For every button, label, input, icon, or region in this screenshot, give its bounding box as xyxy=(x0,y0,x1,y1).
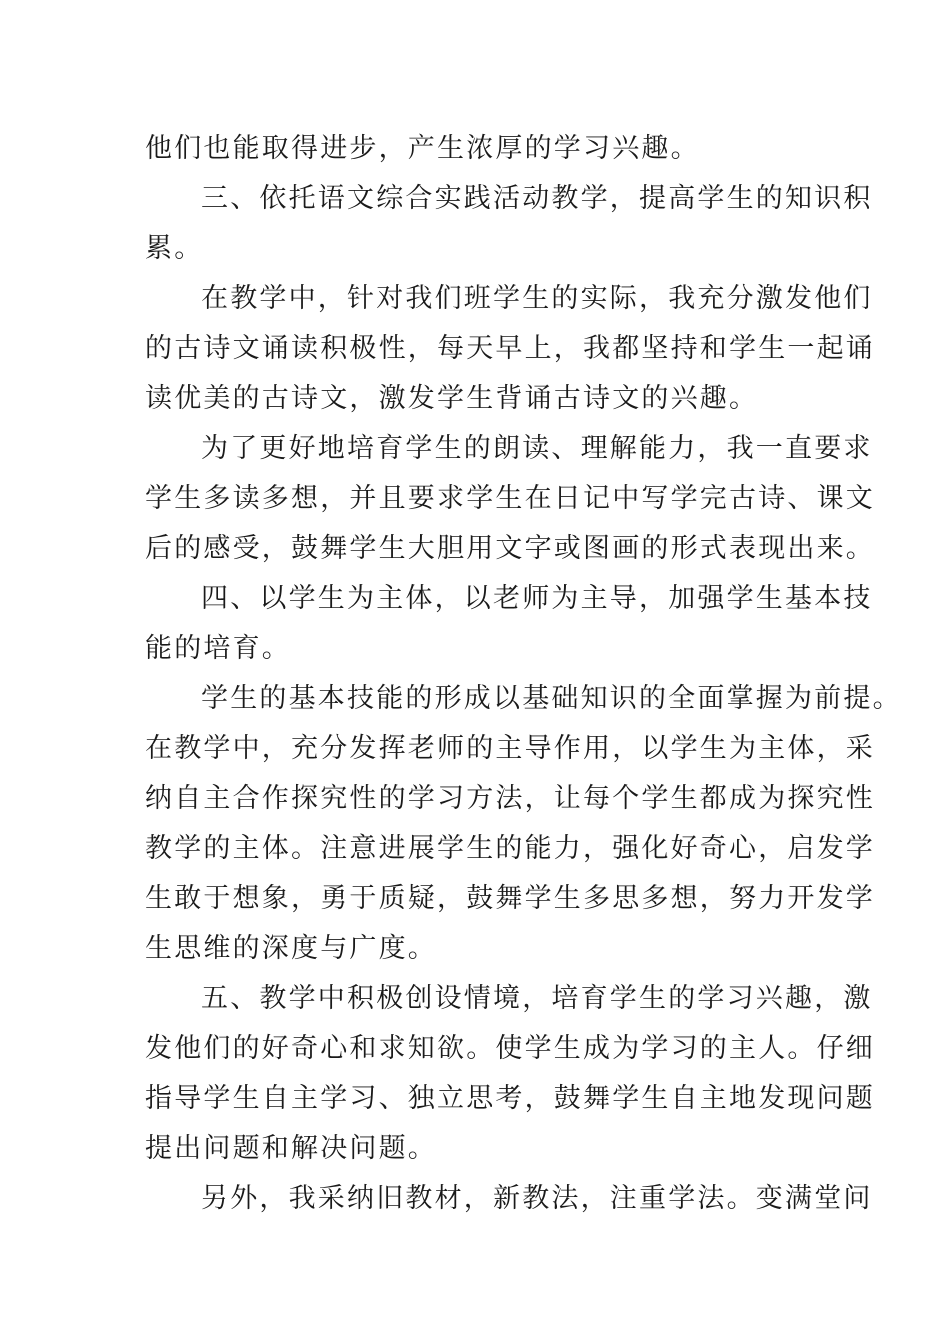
text-line: 在教学中，针对我们班学生的实际，我充分激发他们 xyxy=(201,283,873,314)
text-line: 指导学生自主学习、独立思考，鼓舞学生自主地发现问题 xyxy=(145,1083,875,1114)
text-line: 的古诗文诵读积极性，每天早上，我都坚持和学生一起诵 xyxy=(145,333,875,364)
text-line: 纳自主合作探究性的学习方法，让每个学生都成为探究性 xyxy=(145,783,875,814)
text-line: 教学的主体。注意进展学生的能力，强化好奇心，启发学 xyxy=(145,833,875,864)
text-line: 另外，我采纳旧教材，新教法，注重学法。变满堂问 xyxy=(201,1183,873,1214)
section-heading-3: 三、依托语文综合实践活动教学，提高学生的知识积 xyxy=(201,183,873,214)
section-heading-4: 四、以学生为主体，以老师为主导，加强学生基本技 xyxy=(201,583,873,614)
text-line: 提出问题和解决问题。 xyxy=(145,1133,437,1164)
text-line: 生思维的深度与广度。 xyxy=(145,933,437,964)
text-line: 生敢于想象，勇于质疑，鼓舞学生多思多想，努力开发学 xyxy=(145,883,875,914)
section-heading-4-cont: 能的培育。 xyxy=(145,633,291,664)
text-line: 学生的基本技能的形成以基础知识的全面掌握为前提。 xyxy=(201,683,902,714)
text-line: 他们也能取得进步，产生浓厚的学习兴趣。 xyxy=(145,133,700,164)
text-line: 在教学中，充分发挥老师的主导作用，以学生为主体，采 xyxy=(145,733,875,764)
text-line: 后的感受，鼓舞学生大胆用文字或图画的形式表现出来。 xyxy=(145,533,875,564)
text-line: 学生多读多想，并且要求学生在日记中写学完古诗、课文 xyxy=(145,483,875,514)
text-line: 读优美的古诗文，激发学生背诵古诗文的兴趣。 xyxy=(145,383,759,414)
section-heading-5: 五、教学中积极创设情境，培育学生的学习兴趣，激 xyxy=(201,983,873,1014)
text-line: 为了更好地培育学生的朗读、理解能力，我一直要求 xyxy=(201,433,873,464)
text-line: 发他们的好奇心和求知欲。使学生成为学习的主人。仔细 xyxy=(145,1033,875,1064)
section-heading-3-cont: 累。 xyxy=(145,233,204,264)
